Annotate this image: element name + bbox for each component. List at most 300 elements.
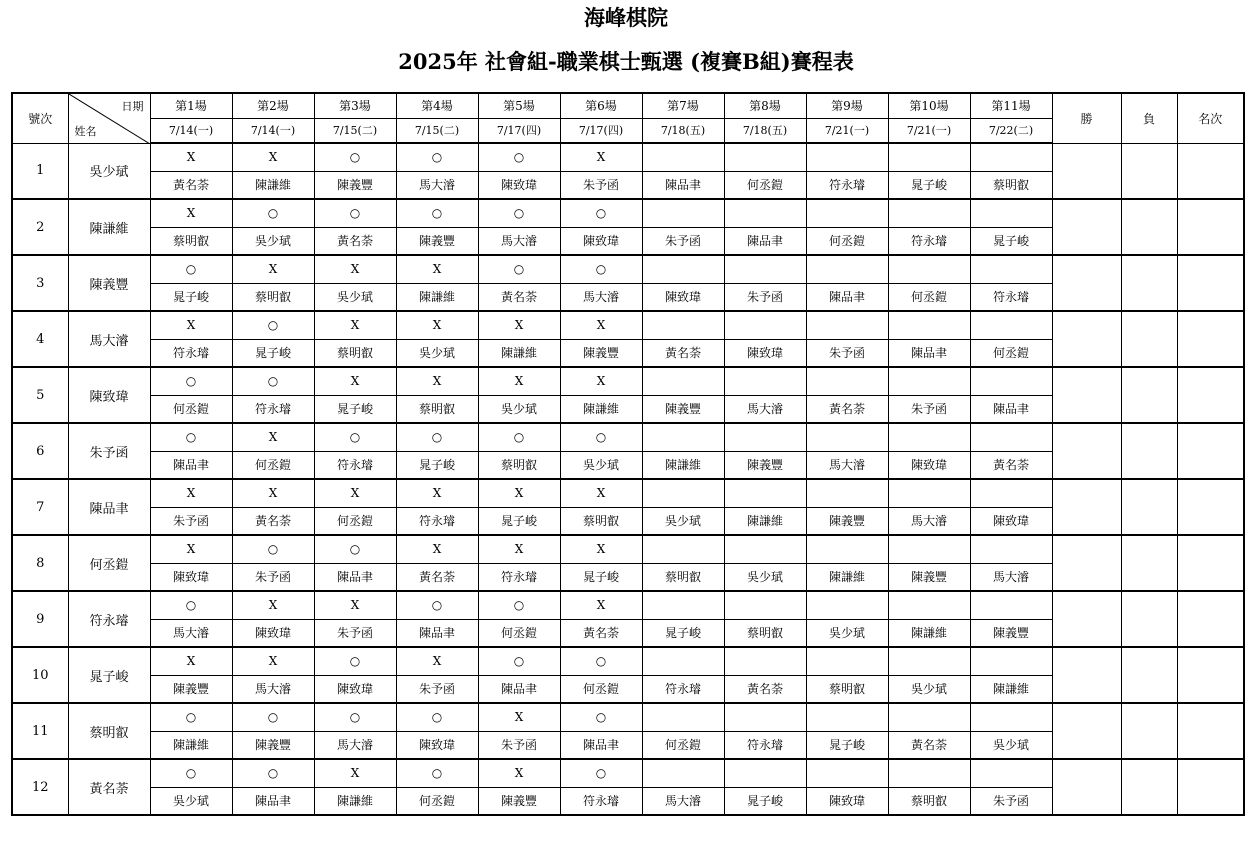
player-name: 馬大濬 (68, 311, 150, 367)
round-label: 第9場 (806, 93, 888, 118)
round-result (642, 199, 724, 227)
round-result: X (396, 311, 478, 339)
round-opponent: 陳品聿 (724, 227, 806, 255)
round-opponent: 何丞鎧 (560, 675, 642, 703)
round-result: ○ (396, 759, 478, 787)
round-result: ○ (560, 647, 642, 675)
round-opponent: 符永璿 (806, 171, 888, 199)
number-header: 號次 (12, 93, 68, 143)
round-opponent: 何丞鎧 (806, 227, 888, 255)
round-result (724, 423, 806, 451)
round-result: X (560, 367, 642, 395)
round-opponent: 馬大濬 (724, 395, 806, 423)
round-opponent: 陳品聿 (560, 731, 642, 759)
round-result: X (314, 255, 396, 283)
round-result (970, 143, 1052, 171)
rank-header: 名次 (1177, 93, 1244, 143)
round-opponent: 何丞鎧 (970, 339, 1052, 367)
round-result: ○ (150, 367, 232, 395)
round-result: X (150, 143, 232, 171)
player-number: 6 (12, 423, 68, 479)
round-label: 第10場 (888, 93, 970, 118)
rank-cell (1177, 703, 1244, 759)
losses-cell (1121, 311, 1177, 367)
round-opponent: 陳義豐 (888, 563, 970, 591)
round-opponent: 符永璿 (150, 339, 232, 367)
round-opponent: 晁子峻 (642, 619, 724, 647)
player-name: 吳少珷 (68, 143, 150, 199)
round-opponent: 何丞鎧 (888, 283, 970, 311)
round-result: ○ (478, 255, 560, 283)
round-opponent: 吳少珷 (314, 283, 396, 311)
round-opponent: 符永璿 (560, 787, 642, 815)
losses-cell (1121, 591, 1177, 647)
rank-cell (1177, 535, 1244, 591)
round-result: ○ (560, 423, 642, 451)
player-name: 陳義豐 (68, 255, 150, 311)
round-result: ○ (314, 647, 396, 675)
round-opponent: 何丞鎧 (396, 787, 478, 815)
round-result (642, 759, 724, 787)
player-result-row (12, 535, 1244, 563)
round-result (888, 535, 970, 563)
round-result: X (150, 535, 232, 563)
round-result (970, 423, 1052, 451)
round-opponent: 晁子峻 (396, 451, 478, 479)
round-opponent: 吳少珷 (724, 563, 806, 591)
round-opponent: 何丞鎧 (232, 451, 314, 479)
round-opponent: 晁子峻 (888, 171, 970, 199)
round-opponent: 陳謙維 (150, 731, 232, 759)
round-opponent: 吳少珷 (888, 675, 970, 703)
player-result-row (12, 199, 1244, 227)
round-label: 第8場 (724, 93, 806, 118)
wins-cell (1052, 255, 1121, 311)
round-opponent: 黃名荼 (232, 507, 314, 535)
round-result: X (150, 647, 232, 675)
date-name-header (68, 93, 150, 143)
round-opponent: 晁子峻 (232, 339, 314, 367)
round-result: ○ (560, 703, 642, 731)
round-opponent: 何丞鎧 (150, 395, 232, 423)
round-result (724, 535, 806, 563)
wins-cell (1052, 423, 1121, 479)
round-opponent: 何丞鎧 (724, 171, 806, 199)
round-opponent: 馬大濬 (478, 227, 560, 255)
round-opponent: 馬大濬 (888, 507, 970, 535)
round-opponent: 吳少珷 (970, 731, 1052, 759)
round-result: X (314, 479, 396, 507)
round-result: X (560, 479, 642, 507)
round-opponent: 陳謙維 (478, 339, 560, 367)
round-result (724, 143, 806, 171)
round-result (970, 367, 1052, 395)
player-number: 10 (12, 647, 68, 703)
round-opponent: 陳致瑋 (888, 451, 970, 479)
round-date: 7/18(五) (724, 118, 806, 143)
round-result: X (232, 479, 314, 507)
round-result: X (396, 255, 478, 283)
round-result (806, 255, 888, 283)
round-result: X (560, 311, 642, 339)
round-opponent: 吳少珷 (560, 451, 642, 479)
round-result: ○ (314, 535, 396, 563)
round-opponent: 黃名荼 (888, 731, 970, 759)
round-result (970, 479, 1052, 507)
round-result (806, 143, 888, 171)
rank-cell (1177, 143, 1244, 199)
player-number: 9 (12, 591, 68, 647)
round-date: 7/18(五) (642, 118, 724, 143)
round-opponent: 何丞鎧 (478, 619, 560, 647)
round-opponent: 符永璿 (970, 283, 1052, 311)
round-opponent: 陳謙維 (806, 563, 888, 591)
round-opponent: 黃名荼 (806, 395, 888, 423)
round-opponent: 陳義豐 (314, 171, 396, 199)
round-opponent: 陳謙維 (314, 787, 396, 815)
round-opponent: 符永璿 (888, 227, 970, 255)
round-opponent: 吳少珷 (806, 619, 888, 647)
losses-cell (1121, 535, 1177, 591)
round-result: ○ (314, 143, 396, 171)
player-name: 黃名荼 (68, 759, 150, 815)
round-opponent: 朱予函 (150, 507, 232, 535)
wins-cell (1052, 535, 1121, 591)
round-result (970, 255, 1052, 283)
round-opponent: 馬大濬 (314, 731, 396, 759)
round-result: ○ (232, 311, 314, 339)
round-opponent: 晁子峻 (478, 507, 560, 535)
round-result: ○ (314, 703, 396, 731)
round-result (970, 311, 1052, 339)
losses-cell (1121, 199, 1177, 255)
round-result: ○ (150, 255, 232, 283)
round-opponent: 晁子峻 (806, 731, 888, 759)
losses-cell (1121, 703, 1177, 759)
round-result: ○ (478, 143, 560, 171)
round-result (806, 479, 888, 507)
round-opponent: 朱予函 (970, 787, 1052, 815)
player-name: 晁子峻 (68, 647, 150, 703)
round-opponent: 陳致瑋 (642, 283, 724, 311)
losses-cell (1121, 479, 1177, 535)
round-opponent: 黃名荼 (724, 675, 806, 703)
round-opponent: 朱予函 (396, 675, 478, 703)
round-result (806, 759, 888, 787)
round-result: ○ (232, 535, 314, 563)
round-opponent: 朱予函 (642, 227, 724, 255)
round-opponent: 陳致瑋 (232, 619, 314, 647)
round-opponent: 吳少珷 (396, 339, 478, 367)
round-label: 第11場 (970, 93, 1052, 118)
round-opponent: 蔡明叡 (150, 227, 232, 255)
round-result (806, 311, 888, 339)
round-result: X (232, 255, 314, 283)
round-opponent: 陳致瑋 (478, 171, 560, 199)
round-opponent: 朱予函 (232, 563, 314, 591)
round-result: X (396, 479, 478, 507)
round-result: X (232, 647, 314, 675)
header-round-row (12, 93, 1244, 118)
round-date: 7/15(二) (396, 118, 478, 143)
round-opponent: 陳義豐 (970, 619, 1052, 647)
round-opponent: 符永璿 (724, 731, 806, 759)
name-label: 姓名 (74, 124, 97, 138)
round-result: ○ (478, 591, 560, 619)
round-result: ○ (396, 591, 478, 619)
round-opponent: 陳謙維 (396, 283, 478, 311)
round-date: 7/17(四) (560, 118, 642, 143)
player-result-row (12, 311, 1244, 339)
round-date: 7/21(一) (806, 118, 888, 143)
player-number: 8 (12, 535, 68, 591)
losses-cell (1121, 255, 1177, 311)
round-opponent: 蔡明叡 (560, 507, 642, 535)
round-opponent: 陳致瑋 (724, 339, 806, 367)
round-opponent: 朱予函 (560, 171, 642, 199)
round-result (888, 311, 970, 339)
round-result: ○ (478, 423, 560, 451)
player-result-row (12, 703, 1244, 731)
round-opponent: 陳謙維 (724, 507, 806, 535)
player-name: 陳致瑋 (68, 367, 150, 423)
round-date: 7/21(一) (888, 118, 970, 143)
player-name: 蔡明叡 (68, 703, 150, 759)
losses-cell (1121, 367, 1177, 423)
round-result: ○ (478, 199, 560, 227)
round-opponent: 何丞鎧 (314, 507, 396, 535)
round-result (642, 311, 724, 339)
round-opponent: 蔡明叡 (314, 339, 396, 367)
round-result (642, 367, 724, 395)
round-label: 第2場 (232, 93, 314, 118)
wins-cell (1052, 367, 1121, 423)
round-result: ○ (396, 143, 478, 171)
round-date: 7/15(二) (314, 118, 396, 143)
losses-cell (1121, 423, 1177, 479)
round-opponent: 吳少珷 (642, 507, 724, 535)
round-label: 第7場 (642, 93, 724, 118)
round-opponent: 馬大濬 (232, 675, 314, 703)
wins-cell (1052, 591, 1121, 647)
round-result (888, 759, 970, 787)
round-opponent: 陳致瑋 (314, 675, 396, 703)
round-opponent: 馬大濬 (642, 787, 724, 815)
round-opponent: 晁子峻 (150, 283, 232, 311)
round-result (806, 367, 888, 395)
organization-title: 海峰棋院 (584, 5, 668, 30)
round-result: X (478, 311, 560, 339)
round-result (806, 703, 888, 731)
round-result (970, 647, 1052, 675)
round-opponent: 吳少珷 (150, 787, 232, 815)
wins-cell (1052, 647, 1121, 703)
round-result: X (314, 759, 396, 787)
round-result: ○ (478, 647, 560, 675)
losses-cell (1121, 647, 1177, 703)
round-result (724, 479, 806, 507)
round-result: X (314, 367, 396, 395)
rank-cell (1177, 591, 1244, 647)
round-opponent: 陳義豐 (560, 339, 642, 367)
round-result: X (314, 311, 396, 339)
player-name: 陳謙維 (68, 199, 150, 255)
round-opponent: 黃名荼 (314, 227, 396, 255)
round-result: ○ (560, 255, 642, 283)
round-opponent: 陳義豐 (642, 395, 724, 423)
round-result (888, 479, 970, 507)
round-opponent: 陳品聿 (970, 395, 1052, 423)
player-number: 5 (12, 367, 68, 423)
round-opponent: 吳少珷 (232, 227, 314, 255)
rank-cell (1177, 367, 1244, 423)
round-label: 第5場 (478, 93, 560, 118)
player-name: 朱予函 (68, 423, 150, 479)
round-result (724, 199, 806, 227)
player-number: 4 (12, 311, 68, 367)
round-result: X (150, 479, 232, 507)
round-result: ○ (314, 199, 396, 227)
round-label: 第6場 (560, 93, 642, 118)
round-opponent: 黃名荼 (970, 451, 1052, 479)
round-result: X (560, 591, 642, 619)
round-result (888, 703, 970, 731)
round-result: ○ (232, 759, 314, 787)
round-opponent: 黃名荼 (478, 283, 560, 311)
round-opponent: 馬大濬 (560, 283, 642, 311)
round-opponent: 陳品聿 (806, 283, 888, 311)
round-result (888, 591, 970, 619)
date-label: 日期 (121, 100, 144, 113)
wins-cell (1052, 759, 1121, 815)
round-result (806, 423, 888, 451)
round-result: X (560, 143, 642, 171)
round-result (642, 647, 724, 675)
round-result: ○ (396, 423, 478, 451)
round-result (724, 759, 806, 787)
round-opponent: 陳致瑋 (560, 227, 642, 255)
round-opponent: 陳謙維 (560, 395, 642, 423)
round-opponent: 朱予函 (888, 395, 970, 423)
round-result (806, 591, 888, 619)
round-result: ○ (314, 423, 396, 451)
round-result (970, 199, 1052, 227)
round-opponent: 朱予函 (314, 619, 396, 647)
round-opponent: 馬大濬 (970, 563, 1052, 591)
round-opponent: 陳義豐 (150, 675, 232, 703)
round-opponent: 陳致瑋 (396, 731, 478, 759)
round-opponent: 陳品聿 (642, 171, 724, 199)
round-result: X (396, 647, 478, 675)
round-result (724, 591, 806, 619)
round-opponent: 黃名荼 (642, 339, 724, 367)
round-result (642, 479, 724, 507)
round-result: X (232, 423, 314, 451)
round-opponent: 陳品聿 (396, 619, 478, 647)
round-opponent: 符永璿 (232, 395, 314, 423)
round-opponent: 陳品聿 (314, 563, 396, 591)
player-name: 陳品聿 (68, 479, 150, 535)
round-label: 第1場 (150, 93, 232, 118)
wins-cell (1052, 479, 1121, 535)
round-opponent: 陳品聿 (150, 451, 232, 479)
round-opponent: 陳致瑋 (970, 507, 1052, 535)
round-result (888, 255, 970, 283)
round-opponent: 陳義豐 (478, 787, 560, 815)
round-result: X (478, 703, 560, 731)
round-opponent: 陳致瑋 (806, 787, 888, 815)
round-result (806, 535, 888, 563)
round-opponent: 陳品聿 (232, 787, 314, 815)
round-opponent: 陳義豐 (724, 451, 806, 479)
round-opponent: 陳謙維 (888, 619, 970, 647)
round-result: X (232, 591, 314, 619)
round-opponent: 蔡明叡 (888, 787, 970, 815)
player-result-row (12, 647, 1244, 675)
round-result: ○ (560, 199, 642, 227)
player-result-row (12, 143, 1244, 171)
round-result (806, 647, 888, 675)
wins-header: 勝 (1052, 93, 1121, 143)
round-result: X (150, 199, 232, 227)
round-result (724, 255, 806, 283)
round-result: X (396, 535, 478, 563)
round-result (642, 703, 724, 731)
round-opponent: 蔡明叡 (642, 563, 724, 591)
round-opponent: 陳謙維 (642, 451, 724, 479)
round-result: ○ (560, 759, 642, 787)
round-opponent: 黃名荼 (150, 171, 232, 199)
rank-cell (1177, 255, 1244, 311)
round-opponent: 蔡明叡 (806, 675, 888, 703)
round-result: ○ (232, 703, 314, 731)
round-result: X (150, 311, 232, 339)
player-number: 11 (12, 703, 68, 759)
round-result (888, 143, 970, 171)
round-opponent: 蔡明叡 (232, 283, 314, 311)
player-number: 7 (12, 479, 68, 535)
round-date: 7/22(二) (970, 118, 1052, 143)
player-result-row (12, 759, 1244, 787)
round-result (806, 199, 888, 227)
round-result (970, 591, 1052, 619)
round-opponent: 馬大濬 (396, 171, 478, 199)
round-result: ○ (232, 199, 314, 227)
round-opponent: 陳致瑋 (150, 563, 232, 591)
round-opponent: 符永璿 (478, 563, 560, 591)
round-opponent: 何丞鎧 (642, 731, 724, 759)
round-result: ○ (150, 759, 232, 787)
round-result: ○ (150, 423, 232, 451)
player-result-row (12, 367, 1244, 395)
round-result (970, 703, 1052, 731)
round-opponent: 朱予函 (806, 339, 888, 367)
player-result-row (12, 255, 1244, 283)
round-result (642, 423, 724, 451)
rank-cell (1177, 311, 1244, 367)
round-opponent: 馬大濬 (806, 451, 888, 479)
round-result: X (478, 367, 560, 395)
round-result (970, 535, 1052, 563)
wins-cell (1052, 703, 1121, 759)
wins-cell (1052, 143, 1121, 199)
round-result: X (314, 591, 396, 619)
rank-cell (1177, 759, 1244, 815)
round-result (724, 367, 806, 395)
round-opponent: 黃名荼 (560, 619, 642, 647)
round-result: X (478, 535, 560, 563)
rank-cell (1177, 479, 1244, 535)
